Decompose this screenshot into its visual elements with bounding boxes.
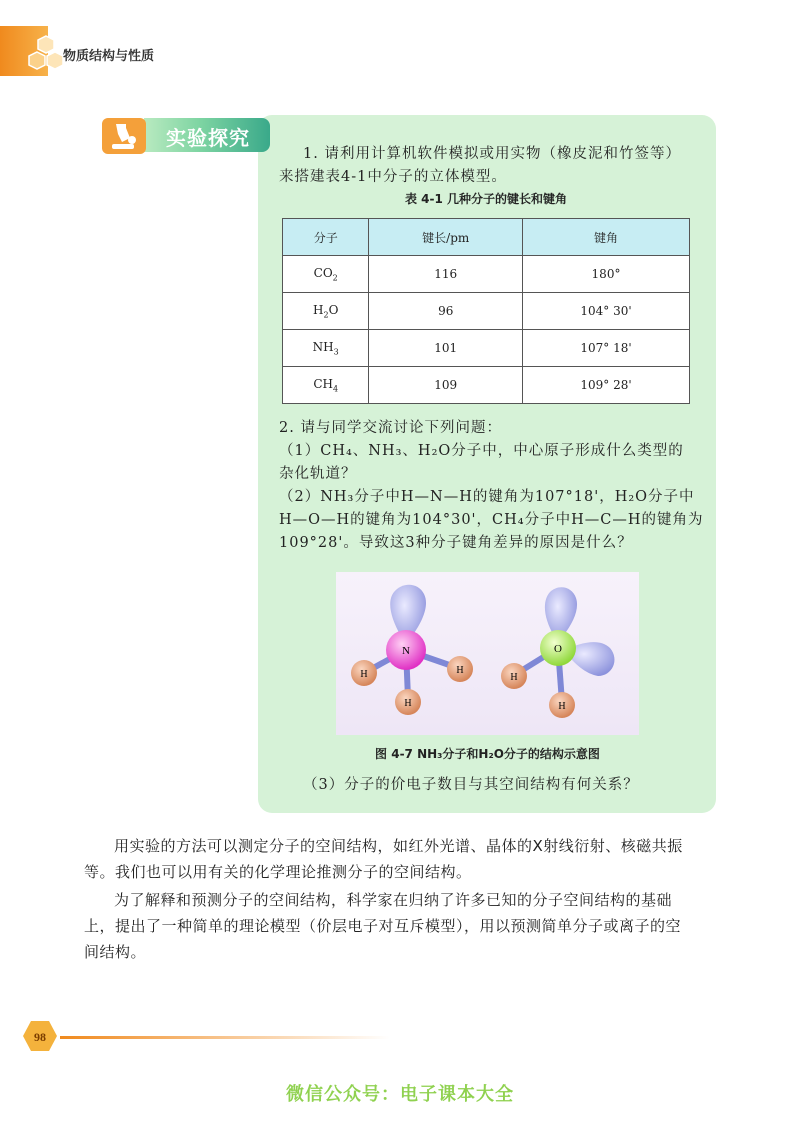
question-2-2-line-1: （2）NH₃分子中H—N—H的键角为107°18'，H₂O分子中 [279,489,695,505]
molecule-cell: $CH_4$ [283,367,369,404]
table-row [283,330,690,367]
experiment-tab [144,118,270,152]
angle-cell: 180° [523,256,690,293]
page-number: 98 [34,1030,46,1044]
experiment-label-text: 实验探究 [166,126,250,150]
question-2-1-line-1: （1）CH₄、NH₃、H₂O分子中，中心原子形成什么类型的 [279,443,684,459]
table-header-angle: 键角 [523,219,690,256]
bond-table [282,218,690,404]
nh3-molecule [351,585,473,715]
atom-label-o: O [554,643,562,655]
question-2: 2. 请与同学交流讨论下列问题： [279,420,502,436]
question-2-2-line-3: 109°28'。导致这3种分子键角差异的原因是什么？ [279,535,633,551]
length-cell: 109 [369,367,523,404]
angle-cell: 107° 18' [523,330,690,367]
length-cell: 101 [369,330,523,367]
molecule-diagram [336,572,639,735]
page-footer-line [60,1036,390,1039]
body-paragraph-1-line-2: 等。我们也可以用有关的化学理论推测分子的空间结构。 [84,863,472,881]
question-1-line-2: 来搭建表4-1中分子的立体模型。 [279,169,507,185]
watermark: 微信公众号：电子课本大全 [286,1084,514,1105]
body-paragraph-2-line-3: 间结构。 [84,943,147,961]
body-paragraph-1-line-1: 用实验的方法可以测定分子的空间结构，如红外光谱、晶体的X射线衍射、核磁共振 [114,837,683,855]
table-caption: 表 4-1 几种分子的键长和键角 [404,192,568,206]
molecule-cell: $CO_2$ [283,256,369,293]
table-row [283,367,690,404]
question-1-line-1: 1. 请利用计算机软件模拟或用实物（橡皮泥和竹签等） [303,146,681,162]
molecule-figure [336,572,639,735]
body-paragraph-2-line-1: 为了解释和预测分子的空间结构，科学家在归纳了许多已知的分子空间结构的基础 [114,891,673,909]
body-paragraph-2-line-2: 上，提出了一种简单的理论模型（价层电子对互斥模型），用以预测简单分子或离子的空 [84,917,682,935]
table-header-molecule: 分子 [283,219,369,256]
experiment-label [100,116,270,156]
length-cell: 116 [369,256,523,293]
page-number-badge [22,1020,58,1052]
hexagon-logo-icon [26,34,66,76]
molecule-cell: $H_2O$ [283,293,369,330]
chapter-title: 物质结构与性质 [63,49,155,64]
table-row [283,293,690,330]
atom-label-h: H [558,701,566,712]
length-cell: 96 [369,293,523,330]
h2o-molecule [501,587,614,718]
angle-cell: 109° 28' [523,367,690,404]
microscope-icon [100,116,152,156]
question-2-1-line-2: 杂化轨道？ [279,466,357,482]
figure-caption: 图 4-7 NH₃分子和H₂O分子的结构示意图 [375,747,600,761]
table-row [283,256,690,293]
atom-label-h: H [456,665,464,676]
angle-cell: 104° 30' [523,293,690,330]
atom-label-h: H [360,669,368,680]
question-2-2-line-2: H—O—H的键角为104°30'，CH₄分子中H—C—H的键角为 [279,512,704,528]
atom-label-h: H [510,672,518,683]
table-header-length: 键长/pm [369,219,523,256]
atom-label-h: H [404,698,412,709]
atom-label-n: N [402,645,410,657]
molecule-cell: $NH_3$ [283,330,369,367]
question-2-3: （3）分子的价电子数目与其空间结构有何关系？ [303,777,639,793]
